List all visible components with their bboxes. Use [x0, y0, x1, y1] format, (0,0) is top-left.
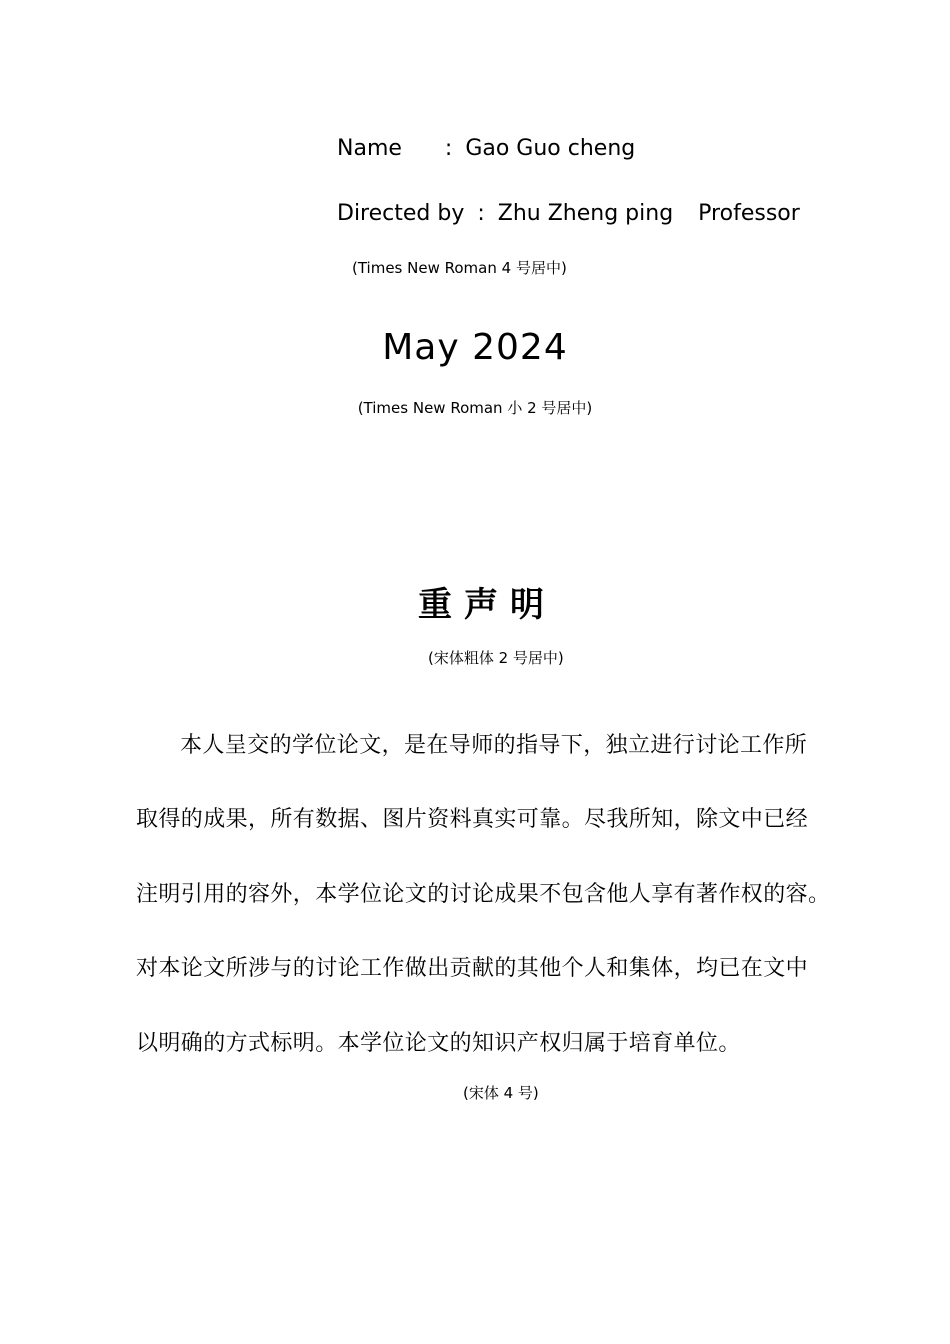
name-colon: : [444, 136, 453, 161]
date-value: May 2024 [382, 327, 568, 368]
director-label: Directed by [337, 201, 465, 226]
info-format-note: (Times New Roman 4 号居中) [352, 259, 567, 277]
declaration-title: 重声明 [418, 585, 556, 625]
declaration-title-format-note: (宋体粗体 2 号居中) [428, 649, 564, 667]
date-format-note: (Times New Roman 小 2 号居中) [357, 399, 593, 417]
declaration-line: 对本论文所涉与的讨论工作做出贡献的其他个人和集体，均已在文中 [136, 956, 809, 981]
declaration-line: 本人呈交的学位论文，是在导师的指导下，独立进行讨论工作所 [180, 733, 808, 758]
director-title: Professor [698, 201, 800, 226]
name-value: Gao Guo cheng [465, 136, 636, 161]
declaration-body-format-note: (宋体 4 号) [463, 1084, 539, 1102]
director-line [337, 201, 800, 226]
declaration-line: 取得的成果，所有数据、图片资料真实可靠。尽我所知，除文中已经 [136, 807, 809, 832]
director-value: Zhu Zheng ping [497, 201, 674, 226]
name-label: Name [337, 136, 402, 161]
name-line [337, 136, 635, 161]
declaration-line: 以明确的方式标明。本学位论文的知识产权归属于培育单位。 [136, 1031, 741, 1056]
declaration-line: 注明引用的容外，本学位论文的讨论成果不包含他人享有著作权的容。 [136, 882, 831, 907]
director-colon: : [477, 201, 485, 226]
